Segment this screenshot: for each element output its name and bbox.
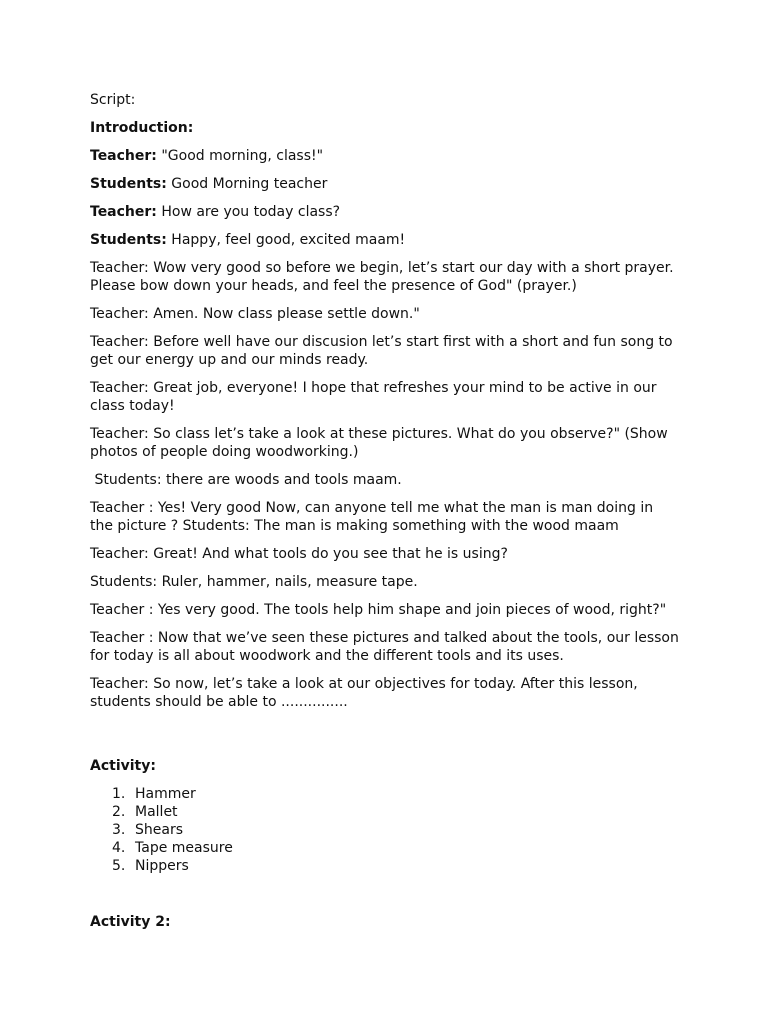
dialogue-text: Happy, feel good, excited maam!: [166, 232, 406, 248]
script-paragraph: Teacher: So now, let’s take a look at our objectives for today. After this lesson, students should be able to ...............: [90, 676, 638, 710]
spacer: [90, 721, 680, 757]
spacer: [90, 875, 680, 913]
list-item: [90, 803, 680, 821]
activity-2-heading: Activity 2:: [90, 914, 171, 930]
script-paragraph: Teacher : Now that we’ve seen these pictures and talked about the tools, our lesson for today is all about woodwork and the different tools and its uses.: [90, 630, 679, 664]
list-number: 4.: [112, 840, 126, 856]
list-item-label: Shears: [135, 822, 184, 838]
dialogue-line: [90, 147, 680, 165]
script-paragraph: Teacher : Yes very good. The tools help him shape and join pieces of wood, right?": [90, 602, 667, 618]
speaker-label: Teacher:: [90, 204, 157, 220]
introduction-heading: Introduction:: [90, 120, 194, 136]
list-item-label: Tape measure: [135, 840, 233, 856]
speaker-label: Teacher:: [90, 148, 157, 164]
dialogue-line: [90, 231, 680, 249]
script-paragraph: Teacher: Great! And what tools do you see that he is using?: [90, 546, 508, 562]
script-paragraph: Teacher: Before well have our discusion let’s start first with a short and fun song to get our energy up and our minds ready.: [90, 334, 673, 368]
dialogue-text: "Good morning, class!": [156, 148, 324, 164]
script-paragraph: Teacher: So class let’s take a look at these pictures. What do you observe?" (Show photos of people doing woodworking.): [90, 426, 668, 460]
speaker-label: Students:: [90, 176, 167, 192]
dialogue-text: Good Morning teacher: [166, 176, 328, 192]
list-item: [90, 821, 680, 839]
dialogue-line: [90, 175, 680, 193]
list-number: 5.: [112, 858, 126, 874]
speaker-label: Students:: [90, 232, 167, 248]
activity-heading: Activity:: [90, 758, 156, 774]
list-item: [90, 785, 680, 803]
list-item-label: Nippers: [135, 858, 189, 874]
document-page: [90, 91, 680, 931]
list-item: [90, 839, 680, 857]
list-number: 1.: [112, 786, 126, 802]
list-item-label: Hammer: [135, 786, 196, 802]
script-paragraph: Students: there are woods and tools maam.: [90, 472, 402, 488]
dialogue-text: How are you today class?: [156, 204, 341, 220]
dialogue-line: [90, 203, 680, 221]
script-label: Script:: [90, 92, 136, 108]
list-item-label: Mallet: [135, 804, 178, 820]
script-paragraph: Teacher: Wow very good so before we begin, let’s start our day with a short prayer. Please bow down your heads, and feel the presence of God" (prayer.): [90, 260, 674, 294]
tool-list: [90, 785, 680, 875]
script-paragraph: Students: Ruler, hammer, nails, measure tape.: [90, 574, 418, 590]
script-paragraph: Teacher: Great job, everyone! I hope that refreshes your mind to be active in our class today!: [90, 380, 657, 414]
list-number: 3.: [112, 822, 126, 838]
list-item: [90, 857, 680, 875]
script-paragraph: Teacher : Yes! Very good Now, can anyone tell me what the man is man doing in the picture ? Students: The man is making something with the wood maam: [90, 500, 654, 534]
list-number: 2.: [112, 804, 126, 820]
script-paragraph: Teacher: Amen. Now class please settle down.": [90, 306, 420, 322]
